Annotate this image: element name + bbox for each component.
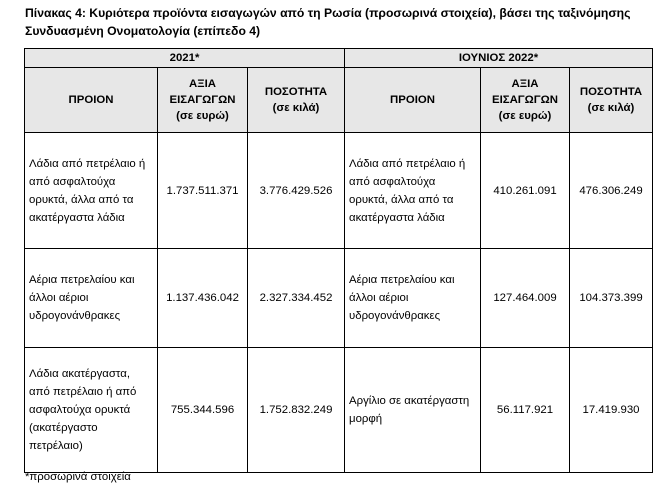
value-cell: 755.344.596: [158, 348, 248, 473]
header-qty-line2: (σε κιλά): [587, 102, 635, 114]
product-cell: Λάδια ακατέργαστα, από πετρέλαιο ή από ασφαλτούχα ορυκτά (ακατέργαστο πετρέλαιο): [25, 348, 158, 473]
quantity-cell: 17.419.930: [570, 348, 653, 473]
table-row: [25, 133, 653, 249]
footnote: *προσωρινά στοιχεία: [25, 471, 131, 483]
header-qty-2021: [248, 68, 345, 133]
product-cell: Αργίλιο σε ακατέργαστη μορφή: [345, 348, 481, 473]
value-cell: 1.737.511.371: [158, 133, 248, 249]
header-value-line1: ΑΞΙΑ: [189, 78, 216, 90]
header-qty-line1: ΠΟΣΟΤΗΤΑ: [264, 86, 328, 98]
header-product-2021: ΠΡΟΙΟΝ: [25, 68, 158, 133]
column-header-row: [25, 68, 653, 133]
header-value-line2: ΕΙΣΑΓΩΓΩΝ: [169, 94, 236, 106]
header-product-2022: ΠΡΟΙΟΝ: [345, 68, 481, 133]
quantity-cell: 2.327.334.452: [248, 249, 345, 348]
table-row: [25, 249, 653, 348]
quantity-cell: 1.752.832.249: [248, 348, 345, 473]
period-header-row: [25, 49, 653, 68]
caption-line-2: Συνδυασμένη Ονοματολογία (επίπεδο 4): [25, 24, 261, 38]
product-cell: Λάδια από πετρέλαιο ή από ασφαλτούχα ορυκτά, άλλα από τα ακατέργαστα λάδια: [345, 133, 481, 249]
value-cell: 56.117.921: [481, 348, 570, 473]
table-row: [25, 348, 653, 473]
quantity-cell: 476.306.249: [570, 133, 653, 249]
value-cell: 127.464.009: [481, 249, 570, 348]
header-qty-2022: [570, 68, 653, 133]
value-cell: 410.261.091: [481, 133, 570, 249]
table-caption: [25, 4, 650, 40]
header-value-2021: [158, 68, 248, 133]
header-value-line3: (σε ευρώ): [176, 110, 229, 122]
product-cell: Αέρια πετρελαίου και άλλοι αέριοι υδρογονάνθρακες: [345, 249, 481, 348]
quantity-cell: 3.776.429.526: [248, 133, 345, 249]
header-value-2022: [481, 68, 570, 133]
header-value-line1: ΑΞΙΑ: [511, 78, 539, 90]
period-2022-header: ΙΟΥΝΙΟΣ 2022*: [345, 49, 653, 68]
product-cell: Λάδια από πετρέλαιο ή από ασφαλτούχα ορυκτά, άλλα από τα ακατέργαστα λάδια: [25, 133, 158, 249]
imports-table: [24, 48, 653, 473]
value-cell: 1.137.436.042: [158, 249, 248, 348]
header-value-line2: ΕΙΣΑΓΩΓΩΝ: [491, 94, 558, 106]
header-value-line3: (σε ευρώ): [498, 110, 552, 122]
product-cell: Αέρια πετρελαίου και άλλοι αέριοι υδρογονάνθρακες: [25, 249, 158, 348]
quantity-cell: 104.373.399: [570, 249, 653, 348]
caption-line-1: Πίνακας 4: Κυριότερα προϊόντα εισαγωγών από τη Ρωσία (προσωρινά στοιχεία), βάσει της ταξινόμησης: [25, 6, 631, 20]
header-qty-line1: ΠΟΣΟΤΗΤΑ: [579, 86, 643, 98]
period-2021-header: 2021*: [25, 49, 345, 68]
header-qty-line2: (σε κιλά): [272, 102, 320, 114]
